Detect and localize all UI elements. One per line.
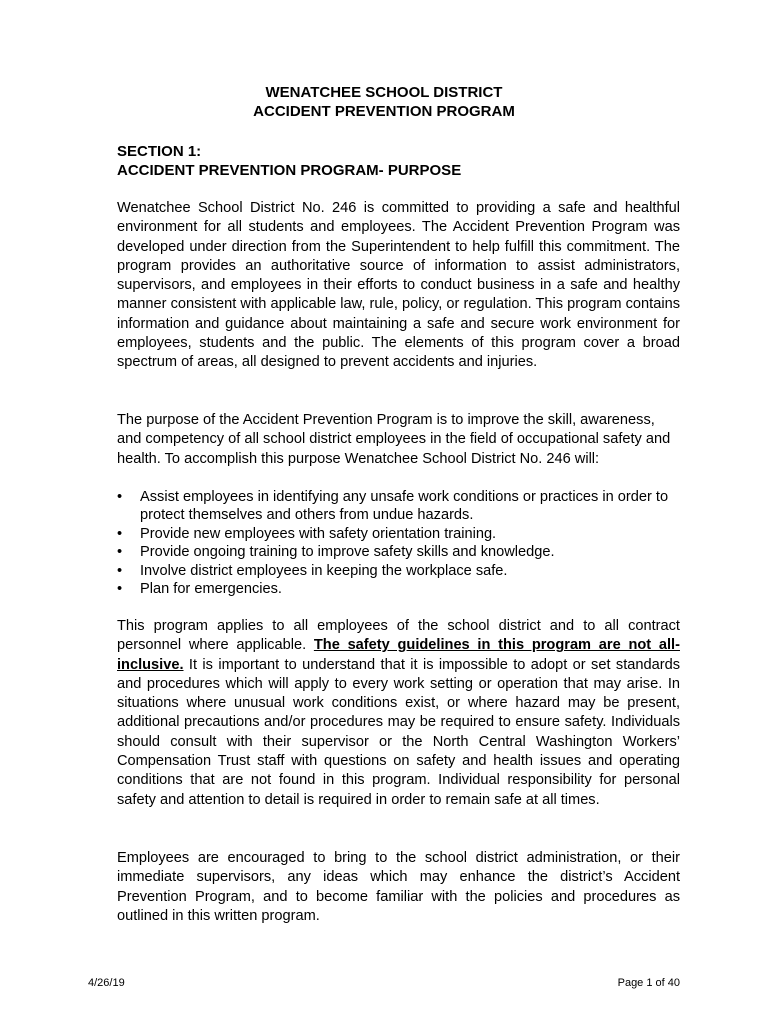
- bullet-icon: •: [117, 544, 123, 561]
- list-item-text: Provide new employees with safety orientation training.: [140, 525, 497, 542]
- section-title: ACCIDENT PREVENTION PROGRAM- PURPOSE: [117, 162, 462, 179]
- purpose-paragraph: The purpose of the Accident Prevention Program is to improve the skill, awareness, and competency of all school district employees in the field of occupational safety and health. To accomplish this purpose Wenatchee School District No. 246 will:: [117, 412, 671, 467]
- bullet-icon: •: [117, 562, 123, 579]
- list-item: [117, 525, 680, 543]
- list-item: [117, 562, 680, 580]
- list-item-text: Plan for emergencies.: [140, 581, 282, 598]
- purpose-bullet-list: [117, 488, 680, 598]
- list-item-text: Assist employees in identifying any unsafe work conditions or practices in order to protect themselves and others from undue hazards.: [140, 489, 669, 524]
- bullet-icon: •: [117, 489, 123, 505]
- section-number: SECTION 1:: [117, 143, 202, 160]
- bullet-icon: •: [117, 581, 123, 598]
- scope-text-end: It is important to understand that it is impossible to adopt or set standards and procedures which will apply to every work setting or operation that may arise. In situations where unusual work conditions exist, or where hazard may be present, additional precautions and/or procedures may be required to ensure safety. Individuals should consult with their supervisor or the North Central Washington Workers’ Compensation Trust staff with questions on safety and health issues and operating conditions that are not found in this program. Individual responsibility for personal safety and attention to detail is required in order to remain safe at all times.: [117, 656, 680, 808]
- list-item: [117, 543, 680, 561]
- list-item: [117, 580, 680, 598]
- list-item: [117, 488, 680, 525]
- scope-paragraph: [117, 617, 680, 810]
- footer-date: 4/26/19: [88, 977, 125, 989]
- footer-page-number: Page 1 of 40: [617, 977, 680, 989]
- closing-paragraph: Employees are encouraged to bring to the school district administration, or their immediate supervisors, any ideas which may enhance the district’s Accident Prevention Program, and to become familiar with the policies and procedures as outlined in this written program.: [117, 850, 680, 924]
- intro-paragraph: Wenatchee School District No. 246 is committed to providing a safe and healthful environment for all students and employees. The Accident Prevention Program was developed under direction from the Superintendent to help fulfill this commitment. The program provides an authoritative source of information to assist administrators, supervisors, and employees in their efforts to conduct business in a safe and healthy manner consistent with applicable law, rule, policy, or regulation. This program contains information and guidance about maintaining a safe and secure work environment for employees, students and the public. The elements of this program cover a broad spectrum of areas, all designed to prevent accidents and injuries.: [117, 200, 680, 371]
- list-item-text: Provide ongoing training to improve safety skills and knowledge.: [140, 544, 555, 561]
- bullet-icon: •: [117, 525, 123, 542]
- program-title: ACCIDENT PREVENTION PROGRAM: [253, 103, 515, 120]
- district-title: WENATCHEE SCHOOL DISTRICT: [265, 84, 503, 101]
- list-item-text: Involve district employees in keeping the workplace safe.: [140, 562, 508, 579]
- scope-text-start: This program applies to all employees of the school district and to all contract personnel where applicable.: [117, 618, 680, 654]
- not-all-inclusive-notice: The safety guidelines in this program are not all-inclusive.: [117, 637, 680, 673]
